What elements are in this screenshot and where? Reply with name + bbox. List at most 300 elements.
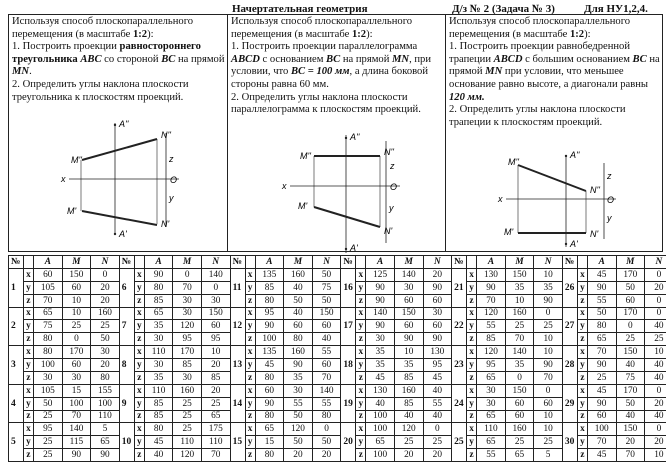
axis-label: y — [356, 397, 366, 410]
variant-number: 26 — [562, 268, 577, 307]
coord-a: 60 — [255, 384, 284, 397]
header-variant-number: № — [452, 256, 467, 269]
coord-n: 20 — [201, 359, 230, 372]
coord-m: 25 — [616, 333, 645, 346]
variant-number: 3 — [9, 346, 24, 385]
coord-m: 70 — [173, 281, 202, 294]
coord-a: 55 — [587, 294, 616, 307]
coord-a: 75 — [34, 320, 63, 333]
axis-label: x — [245, 268, 255, 281]
axis-label: z — [467, 410, 477, 423]
coord-n: 20 — [645, 436, 666, 449]
svg-text:M'': M'' — [300, 151, 311, 161]
axis-label: z — [24, 294, 34, 307]
coord-n: 55 — [312, 346, 341, 359]
coord-m: 40 — [616, 410, 645, 423]
axis-label: x — [356, 423, 366, 436]
variant-number: 21 — [452, 268, 467, 307]
coord-m: 70 — [505, 333, 534, 346]
coord-n: 30 — [423, 307, 452, 320]
coord-n: 155 — [91, 384, 120, 397]
coord-a: 85 — [144, 410, 173, 423]
axis-label: y — [134, 397, 144, 410]
coord-n: 0 — [645, 423, 666, 436]
coord-a: 135 — [255, 346, 284, 359]
coord-m: 10 — [62, 294, 91, 307]
coord-n: 70 — [534, 371, 563, 384]
coord-a: 110 — [144, 384, 173, 397]
coord-a: 120 — [477, 307, 506, 320]
coord-a: 35 — [366, 346, 395, 359]
svg-text:M'': M'' — [508, 157, 519, 167]
svg-text:x: x — [282, 181, 287, 191]
variant-number: 7 — [119, 307, 134, 346]
coord-m: 50 — [284, 436, 313, 449]
coord-a: 25 — [34, 449, 63, 462]
coord-m: 55 — [284, 397, 313, 410]
axis-label: x — [134, 384, 144, 397]
coord-a: 130 — [366, 384, 395, 397]
svg-text:x: x — [61, 174, 66, 184]
task-title: Д/з № 2 (Задача № 3) — [452, 3, 555, 15]
axis-label: y — [467, 397, 477, 410]
coord-n: 80 — [91, 371, 120, 384]
coord-m: 100 — [62, 397, 91, 410]
svg-text:M': M' — [298, 201, 308, 211]
header-variant-number: № — [562, 256, 577, 269]
coord-m: 140 — [62, 423, 91, 436]
task-panels — [8, 14, 663, 252]
coord-a: 80 — [255, 371, 284, 384]
header-axis — [577, 256, 587, 269]
axis-label: x — [356, 346, 366, 359]
coord-a: 35 — [144, 320, 173, 333]
coord-m: 170 — [616, 307, 645, 320]
coord-m: 170 — [173, 346, 202, 359]
coord-n: 50 — [312, 294, 341, 307]
axis-label: y — [577, 320, 587, 333]
header-point-n: N — [91, 256, 120, 269]
axis-label: z — [467, 371, 477, 384]
axis-label: x — [134, 423, 144, 436]
coord-n: 10 — [534, 346, 563, 359]
axis-label: y — [24, 281, 34, 294]
task-text: Используя способ плоскопараллельного перемещения (в масштабе 1:2): 1. Построить проекции параллелограмма ABCD с основанием BC на прямой MN, при условии, что BC = 100 мм, а длина боковой стороны равна 60 мм. 2. Определить углы наклона плоскости параллелограмма к плоскостям проекций. — [231, 16, 432, 116]
coord-m: 140 — [505, 346, 534, 359]
coord-m: 10 — [505, 294, 534, 307]
coord-a: 70 — [587, 346, 616, 359]
coord-a: 70 — [587, 436, 616, 449]
coord-m: 60 — [394, 294, 423, 307]
coord-a: 30 — [366, 333, 395, 346]
coord-n: 150 — [201, 307, 230, 320]
axis-label: y — [245, 320, 255, 333]
coord-m: 120 — [173, 320, 202, 333]
coord-a: 65 — [477, 371, 506, 384]
coord-m: 0 — [173, 268, 202, 281]
coord-a: 45 — [366, 371, 395, 384]
task-text: Используя способ плоскопараллельного перемещения (в масштабе 1:2): 1. Построить проекции равностороннего треугольника ABC со стороной BC на прямой MN. 2. Определить углы наклона плоскости треугольника к плоскостям проекций. — [12, 16, 225, 103]
coord-n: 0 — [423, 423, 452, 436]
coord-n: 50 — [91, 333, 120, 346]
axis-label: x — [577, 346, 587, 359]
coord-a: 60 — [34, 268, 63, 281]
coord-n: 50 — [312, 436, 341, 449]
svg-text:A': A' — [119, 229, 127, 239]
coord-m: 30 — [173, 307, 202, 320]
coord-m: 65 — [505, 449, 534, 462]
coord-m: 25 — [173, 410, 202, 423]
coord-a: 100 — [255, 333, 284, 346]
subject-title: Начертательная геометрия — [232, 3, 368, 15]
coord-n: 25 — [201, 397, 230, 410]
coord-a: 95 — [34, 423, 63, 436]
coord-n: 160 — [91, 307, 120, 320]
coord-a: 110 — [477, 423, 506, 436]
svg-text:N': N' — [384, 226, 393, 236]
header-point-m: M — [173, 256, 202, 269]
axis-label: y — [356, 436, 366, 449]
coord-m: 0 — [62, 333, 91, 346]
coord-n: 60 — [423, 320, 452, 333]
projection-drawing — [9, 15, 228, 251]
table-header-row — [9, 256, 666, 269]
axis-label: y — [356, 320, 366, 333]
variant-number: 9 — [119, 384, 134, 423]
header-point-a: A — [366, 256, 395, 269]
coord-n: 60 — [312, 320, 341, 333]
coord-n: 0 — [645, 307, 666, 320]
coord-a: 105 — [34, 281, 63, 294]
axis-label: z — [245, 371, 255, 384]
coord-m: 15 — [62, 384, 91, 397]
variant-number: 1 — [9, 268, 24, 307]
coord-m: 35 — [284, 371, 313, 384]
coord-n: 40 — [312, 333, 341, 346]
coord-m: 20 — [616, 436, 645, 449]
coord-a: 90 — [255, 320, 284, 333]
coord-a: 90 — [144, 268, 173, 281]
header-point-n: N — [201, 256, 230, 269]
header-variant-number: № — [9, 256, 24, 269]
coord-m: 0 — [505, 371, 534, 384]
axis-label: x — [577, 307, 587, 320]
variant-number: 30 — [562, 423, 577, 462]
coord-m: 30 — [173, 294, 202, 307]
axis-label: z — [467, 294, 477, 307]
coord-m: 140 — [394, 268, 423, 281]
coord-n: 0 — [645, 268, 666, 281]
axis-label: y — [467, 320, 477, 333]
axis-label: y — [467, 436, 477, 449]
coord-a: 100 — [34, 359, 63, 372]
coord-m: 50 — [616, 397, 645, 410]
axis-label: y — [24, 320, 34, 333]
variant-number: 5 — [9, 423, 24, 462]
coord-n: 35 — [534, 281, 563, 294]
coord-a: 55 — [477, 320, 506, 333]
coord-n: 40 — [645, 320, 666, 333]
coord-m: 35 — [505, 359, 534, 372]
axis-label: y — [134, 436, 144, 449]
group-label: Для НУ1,2,4. — [584, 3, 648, 15]
axis-label: z — [577, 410, 587, 423]
coord-a: 45 — [587, 384, 616, 397]
coord-m: 60 — [62, 359, 91, 372]
projection-drawing — [446, 15, 662, 251]
header-axis — [245, 256, 255, 269]
variant-number: 28 — [562, 346, 577, 385]
axis-label: y — [467, 359, 477, 372]
coord-n: 90 — [423, 281, 452, 294]
variant-number: 16 — [341, 268, 356, 307]
svg-text:A'': A'' — [570, 150, 580, 160]
axis-label: y — [245, 281, 255, 294]
coord-a: 50 — [34, 397, 63, 410]
coord-a: 90 — [587, 359, 616, 372]
coord-m: 60 — [394, 320, 423, 333]
coord-m: 50 — [284, 410, 313, 423]
axis-label: z — [577, 294, 587, 307]
variant-number: 11 — [230, 268, 245, 307]
coord-a: 135 — [255, 268, 284, 281]
task-panel-trapezoid — [446, 15, 662, 251]
variant-number: 18 — [341, 346, 356, 385]
coord-n: 10 — [534, 423, 563, 436]
coord-a: 100 — [366, 423, 395, 436]
coord-n: 55 — [312, 397, 341, 410]
coord-a: 35 — [144, 371, 173, 384]
table-row — [9, 384, 666, 397]
coord-m: 170 — [616, 268, 645, 281]
header-point-m: M — [505, 256, 534, 269]
coord-m: 25 — [173, 423, 202, 436]
coord-n: 60 — [312, 359, 341, 372]
coord-m: 40 — [284, 307, 313, 320]
coord-m: 40 — [616, 359, 645, 372]
header-point-n: N — [423, 256, 452, 269]
coord-n: 20 — [91, 359, 120, 372]
coord-m: 25 — [505, 436, 534, 449]
axis-label: y — [245, 359, 255, 372]
header-point-m: M — [284, 256, 313, 269]
axis-label: z — [356, 371, 366, 384]
coord-n: 65 — [91, 436, 120, 449]
coord-m: 115 — [62, 436, 91, 449]
coord-n: 60 — [201, 320, 230, 333]
axis-label: x — [467, 423, 477, 436]
coord-m: 10 — [62, 307, 91, 320]
variant-number: 13 — [230, 346, 245, 385]
coord-n: 0 — [645, 294, 666, 307]
coord-a: 30 — [34, 371, 63, 384]
axis-label: z — [356, 333, 366, 346]
coord-a: 40 — [144, 449, 173, 462]
coord-m: 160 — [284, 268, 313, 281]
coord-a: 65 — [34, 307, 63, 320]
variant-number: 12 — [230, 307, 245, 346]
axis-label: x — [577, 384, 587, 397]
coord-m: 85 — [173, 359, 202, 372]
axis-label: x — [24, 423, 34, 436]
coord-a: 25 — [34, 410, 63, 423]
coord-a: 100 — [366, 410, 395, 423]
coord-n: 0 — [91, 268, 120, 281]
coord-m: 30 — [394, 281, 423, 294]
variant-number: 2 — [9, 307, 24, 346]
axis-label: z — [24, 371, 34, 384]
header-axis — [356, 256, 366, 269]
coord-m: 60 — [62, 281, 91, 294]
variant-number: 10 — [119, 423, 134, 462]
coord-n: 60 — [423, 294, 452, 307]
coord-a: 60 — [587, 410, 616, 423]
coord-a: 70 — [34, 294, 63, 307]
axis-label: z — [467, 449, 477, 462]
coord-a: 65 — [477, 410, 506, 423]
svg-text:O: O — [390, 182, 398, 192]
axis-label: z — [134, 371, 144, 384]
variant-number: 20 — [341, 423, 356, 462]
coord-a: 50 — [587, 307, 616, 320]
coord-a: 65 — [144, 307, 173, 320]
projection-drawing — [228, 15, 446, 251]
svg-text:y: y — [607, 213, 612, 223]
coord-a: 30 — [477, 384, 506, 397]
axis-label: y — [356, 359, 366, 372]
svg-text:N'': N'' — [384, 147, 394, 157]
coord-m: 20 — [394, 449, 423, 462]
coord-m: 50 — [616, 281, 645, 294]
coord-a: 80 — [144, 281, 173, 294]
coord-n: 40 — [423, 384, 452, 397]
coord-a: 90 — [587, 281, 616, 294]
coord-a: 105 — [34, 384, 63, 397]
coord-n: 5 — [534, 449, 563, 462]
variant-number: 29 — [562, 384, 577, 423]
coord-m: 170 — [62, 346, 91, 359]
coord-a: 95 — [255, 307, 284, 320]
axis-label: x — [467, 346, 477, 359]
coord-m: 120 — [394, 423, 423, 436]
coord-a: 40 — [366, 397, 395, 410]
variant-number: 25 — [452, 423, 467, 462]
variant-number: 15 — [230, 423, 245, 462]
coord-m: 20 — [284, 449, 313, 462]
coord-n: 80 — [312, 410, 341, 423]
coord-m: 170 — [616, 384, 645, 397]
axis-label: y — [134, 320, 144, 333]
coord-a: 80 — [255, 449, 284, 462]
coord-m: 90 — [284, 359, 313, 372]
svg-text:N': N' — [590, 229, 599, 239]
coord-m: 85 — [394, 371, 423, 384]
coord-n: 70 — [201, 449, 230, 462]
axis-label: y — [577, 281, 587, 294]
axis-label: z — [134, 333, 144, 346]
coord-n: 20 — [201, 384, 230, 397]
coord-m: 35 — [394, 359, 423, 372]
coord-m: 70 — [616, 449, 645, 462]
coord-a: 125 — [366, 268, 395, 281]
axis-label: x — [245, 346, 255, 359]
coord-n: 60 — [534, 397, 563, 410]
coord-m: 30 — [62, 371, 91, 384]
coord-n: 75 — [312, 281, 341, 294]
coord-m: 120 — [284, 423, 313, 436]
variant-number: 17 — [341, 307, 356, 346]
axis-label: x — [356, 307, 366, 320]
coord-n: 20 — [312, 449, 341, 462]
coord-m: 150 — [616, 346, 645, 359]
coord-n: 0 — [534, 307, 563, 320]
coord-n: 40 — [645, 359, 666, 372]
coord-n: 20 — [91, 281, 120, 294]
svg-text:O: O — [170, 175, 178, 185]
axis-label: z — [134, 294, 144, 307]
coord-n: 10 — [534, 410, 563, 423]
svg-text:M': M' — [504, 227, 514, 237]
axis-label: z — [356, 410, 366, 423]
coord-a: 30 — [144, 333, 173, 346]
coord-m: 25 — [505, 320, 534, 333]
coord-a: 80 — [144, 423, 173, 436]
header-variant-number: № — [230, 256, 245, 269]
coord-m: 95 — [173, 333, 202, 346]
variant-number: 6 — [119, 268, 134, 307]
coord-a: 100 — [366, 449, 395, 462]
coord-m: 50 — [284, 294, 313, 307]
axis-label: x — [134, 268, 144, 281]
axis-label: x — [577, 423, 587, 436]
coord-n: 70 — [312, 371, 341, 384]
axis-label: y — [577, 359, 587, 372]
coord-n: 95 — [423, 359, 452, 372]
coord-a: 100 — [587, 423, 616, 436]
coord-a: 140 — [366, 307, 395, 320]
svg-text:z: z — [390, 161, 395, 171]
coord-m: 150 — [505, 384, 534, 397]
axis-label: x — [134, 307, 144, 320]
axis-label: x — [24, 268, 34, 281]
coord-m: 160 — [505, 423, 534, 436]
header-point-a: A — [34, 256, 63, 269]
header-variant-number: № — [341, 256, 356, 269]
axis-label: x — [467, 268, 477, 281]
coord-m: 90 — [394, 333, 423, 346]
coord-m: 40 — [394, 410, 423, 423]
axis-label: y — [577, 436, 587, 449]
coord-a: 85 — [255, 281, 284, 294]
axis-label: x — [467, 384, 477, 397]
coord-m: 120 — [173, 449, 202, 462]
coord-n: 10 — [534, 268, 563, 281]
coord-n: 20 — [423, 449, 452, 462]
coord-m: 160 — [505, 307, 534, 320]
axis-label: z — [134, 410, 144, 423]
coord-a: 90 — [587, 397, 616, 410]
header-point-a: A — [255, 256, 284, 269]
header-variant-number: № — [119, 256, 134, 269]
variants-table — [8, 255, 666, 462]
coord-n: 25 — [534, 436, 563, 449]
svg-text:A': A' — [570, 239, 578, 249]
coord-a: 45 — [587, 268, 616, 281]
coord-m: 10 — [394, 346, 423, 359]
svg-text:y: y — [389, 203, 394, 213]
variant-number: 23 — [452, 346, 467, 385]
coord-n: 150 — [312, 307, 341, 320]
